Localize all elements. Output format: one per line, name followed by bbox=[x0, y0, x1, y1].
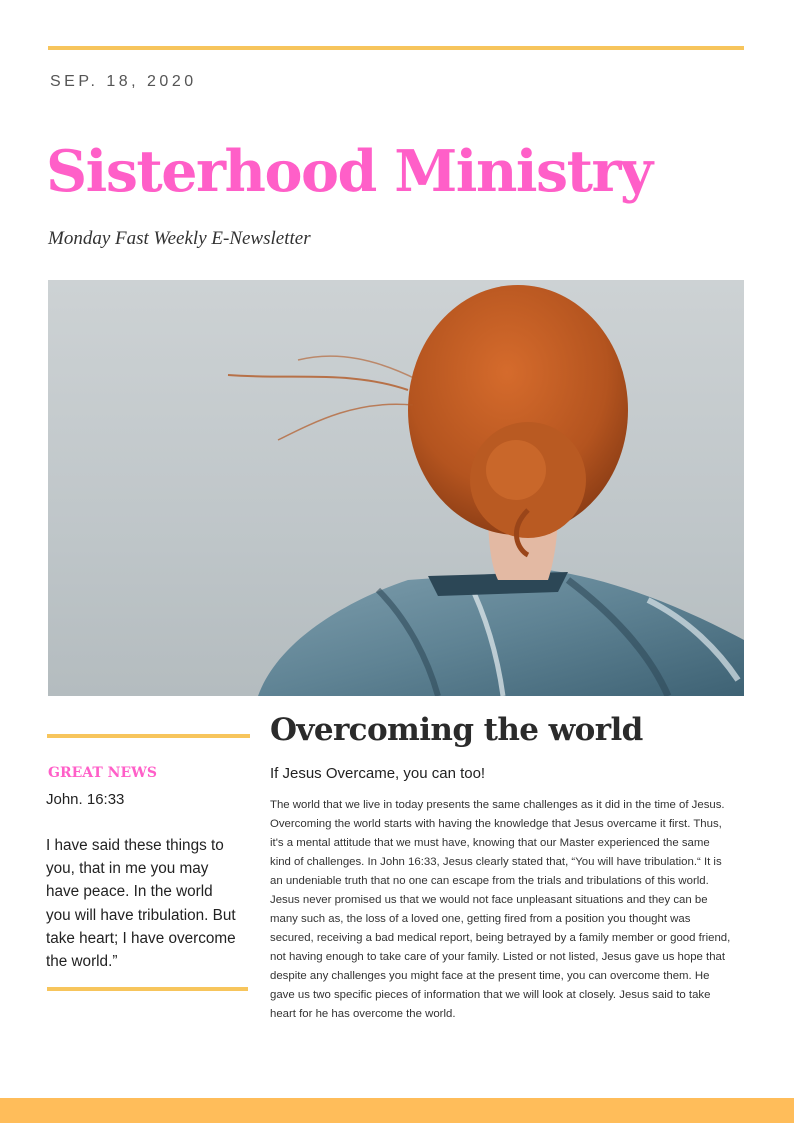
issue-date: SEP. 18, 2020 bbox=[50, 73, 197, 90]
scripture-reference: John. 16:33 bbox=[46, 791, 125, 808]
sidebar-bottom-divider bbox=[47, 987, 248, 991]
footer-bar bbox=[0, 1098, 794, 1123]
top-divider bbox=[48, 46, 744, 50]
sidebar-top-divider bbox=[47, 734, 250, 738]
newsletter-title: Sisterhood Ministry bbox=[46, 138, 652, 205]
hero-image bbox=[48, 280, 744, 696]
scripture-quote: I have said these things to you, that in me you may have peace. In the world you will have tribulation. But take heart; I have overcome the world.” bbox=[46, 837, 236, 971]
article-body: The world that we live in today presents the same challenges as it did in the time of Jesus. Overcoming the world starts with having the knowledge that Jesus overcame it first. Thus, it's a mental attitude that we must have, knowing that our Master experienced the same kind of challenges. In John 16:33, Jesus clearly stated that, “You will have tribulation.“ It is an undeniable truth that no one can escape from the trials and tribulations of this world. Jesus never promised us that we would not face unpleasant situations and they can be many such as, the loss of a loved one, getting fired from a position you thought was secured, receiving a bad medical report, being betrayed by a family member or good friend, not having enough to take care of your family. Listed or not listed, Jesus gave us hope that despite any challenges you might face at the present time, you can overcome them. He gave us two specific pieces of information that we will look at closely. Jesus said to take heart for he has overcome the world. bbox=[270, 799, 731, 1020]
newsletter-subtitle: Monday Fast Weekly E-Newsletter bbox=[48, 228, 311, 249]
article-title: Overcoming the world bbox=[270, 712, 643, 748]
article-subtitle: If Jesus Overcame, you can too! bbox=[270, 765, 486, 782]
sidebar-heading: GREAT NEWS bbox=[48, 765, 157, 781]
